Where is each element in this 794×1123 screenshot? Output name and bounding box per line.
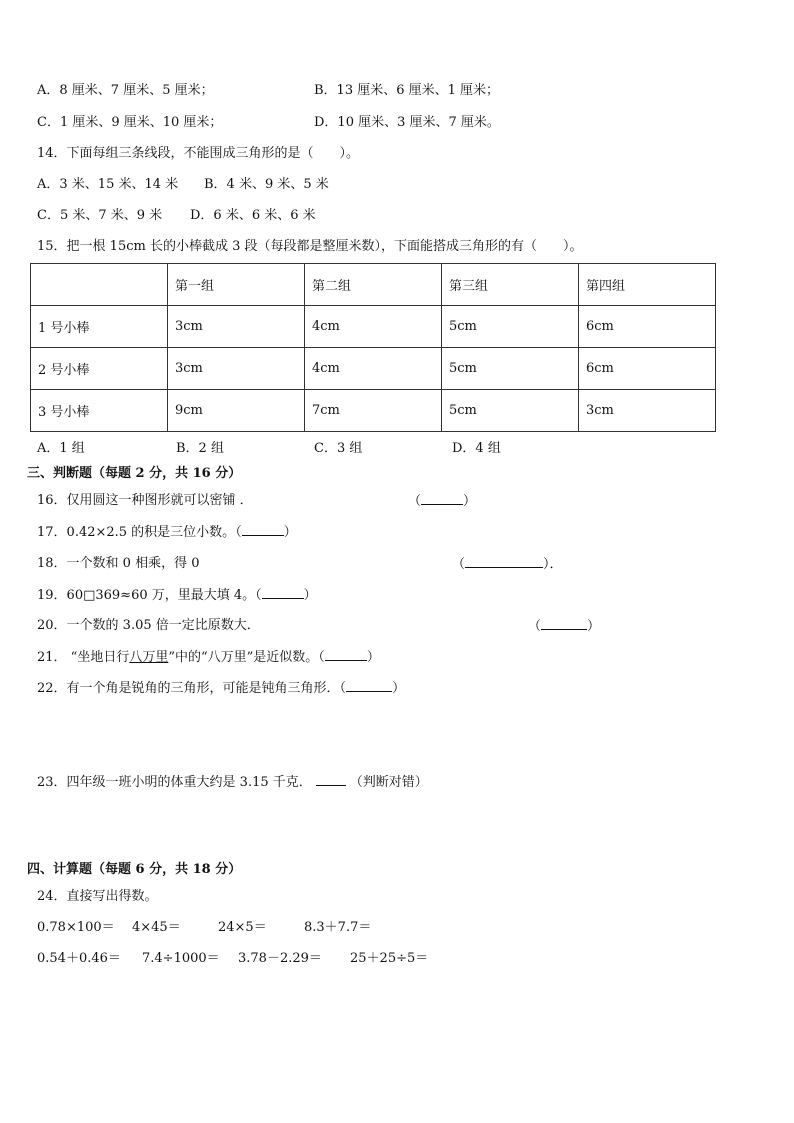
table-header-cell: 第三组 — [442, 264, 579, 306]
stick-group-table — [30, 263, 716, 432]
q15-option-c: C．3 组 — [314, 441, 363, 456]
q14-option-d: D．6 米、6 米、6 米 — [190, 208, 316, 223]
table-cell: 3cm — [168, 306, 305, 348]
table-cell: 6cm — [579, 348, 716, 390]
q19-answer-blank[interactable]: （ ） — [255, 588, 317, 603]
q15-option-a: A．1 组 — [37, 441, 85, 456]
q23-answer-blank[interactable] — [316, 773, 346, 786]
q19-text: 19．60□369≈60 万，里最大填 4。（ ） — [37, 588, 317, 603]
calc-item: 7.4÷1000＝ — [142, 951, 220, 966]
table-header-cell: 第一组 — [168, 264, 305, 306]
table-cell: 9cm — [168, 390, 305, 432]
section4-title: 四、计算题（每题 6 分，共 18 分） — [27, 862, 242, 877]
table-cell: 5cm — [442, 390, 579, 432]
q20-text: 20．一个数的 3.05 倍一定比原数大． — [37, 618, 260, 633]
calc-item: 25＋25÷5＝ — [350, 951, 429, 966]
table-cell: 4cm — [305, 348, 442, 390]
table-cell: 5cm — [442, 348, 579, 390]
q14-option-a: A．3 米、15 米、14 米 — [37, 177, 179, 192]
table-header-row — [31, 264, 716, 306]
q13-option-c: C．1 厘米、9 厘米、10 厘米； — [37, 115, 223, 130]
q15-option-b: B．2 组 — [176, 441, 224, 456]
table-header-cell: 第二组 — [305, 264, 442, 306]
table-cell: 5cm — [442, 306, 579, 348]
q21-answer-blank[interactable]: （ ） — [318, 650, 380, 665]
q21-text: 21． “坐地日行八万里”中的“八万里”是近似数。（ ） — [37, 650, 380, 665]
q15-option-d: D．4 组 — [452, 441, 501, 456]
q14-option-b: B．4 米、9 米、5 米 — [204, 177, 329, 192]
q21-underlined-phrase: 八万里 — [129, 650, 169, 665]
calc-item: 0.54＋0.46＝ — [37, 951, 121, 966]
q22-answer-blank[interactable]: （ ） — [339, 681, 406, 696]
table-cell: 7cm — [305, 390, 442, 432]
table-row — [31, 306, 716, 348]
q23-text: 23．四年级一班小明的体重大约是 3.15 千克． （判断对错） — [37, 775, 428, 790]
q15-stem: 15．把一根 15cm 长的小棒截成 3 段（每段都是整厘米数），下面能搭成三角形的有（ ）。 — [37, 239, 583, 254]
q24-stem: 24．直接写出得数。 — [37, 889, 158, 904]
table-cell: 4cm — [305, 306, 442, 348]
table-header-cell: 第四组 — [579, 264, 716, 306]
q20-answer-blank[interactable]: （ ） — [528, 619, 601, 634]
q17-answer-blank[interactable]: （ ） — [235, 525, 297, 540]
calc-item: 3.78－2.29＝ — [238, 951, 322, 966]
q22-text: 22．有一个角是锐角的三角形，可能是钝角三角形．（ ） — [37, 681, 406, 696]
calc-item: 24×5＝ — [218, 920, 267, 935]
section3-title: 三、判断题（每题 2 分，共 16 分） — [27, 466, 242, 481]
table-row — [31, 390, 716, 432]
q18-text: 18．一个数和 0 相乘，得 0 — [37, 556, 200, 571]
calc-item: 0.78×100＝ — [37, 920, 115, 935]
q13-option-d: D．10 厘米、3 厘米、7 厘米。 — [314, 115, 500, 130]
table-cell: 6cm — [579, 306, 716, 348]
table-header-cell — [31, 264, 168, 306]
table-cell: 2 号小棒 — [31, 348, 168, 390]
table-row — [31, 348, 716, 390]
q18-answer-blank[interactable]: （ ）． — [452, 557, 563, 572]
q16-answer-blank[interactable]: （ ） — [408, 494, 477, 509]
q13-option-a: A．8 厘米、7 厘米、5 厘米； — [37, 83, 214, 98]
q16-text: 16．仅用圆这一种图形就可以密铺 ． — [37, 493, 253, 508]
table-cell: 3 号小棒 — [31, 390, 168, 432]
q13-option-b: B．13 厘米、6 厘米、1 厘米； — [314, 83, 500, 98]
table-cell: 3cm — [168, 348, 305, 390]
calc-item: 8.3＋7.7＝ — [304, 920, 372, 935]
table-cell: 3cm — [579, 390, 716, 432]
q14-option-c: C．5 米、7 米、9 米 — [37, 208, 163, 223]
q17-text: 17．0.42×2.5 的积是三位小数。（ ） — [37, 525, 297, 540]
table-cell: 1 号小棒 — [31, 306, 168, 348]
q14-stem: 14．下面每组三条线段，不能围成三角形的是（ ）。 — [37, 146, 360, 161]
calc-item: 4×45＝ — [132, 920, 181, 935]
